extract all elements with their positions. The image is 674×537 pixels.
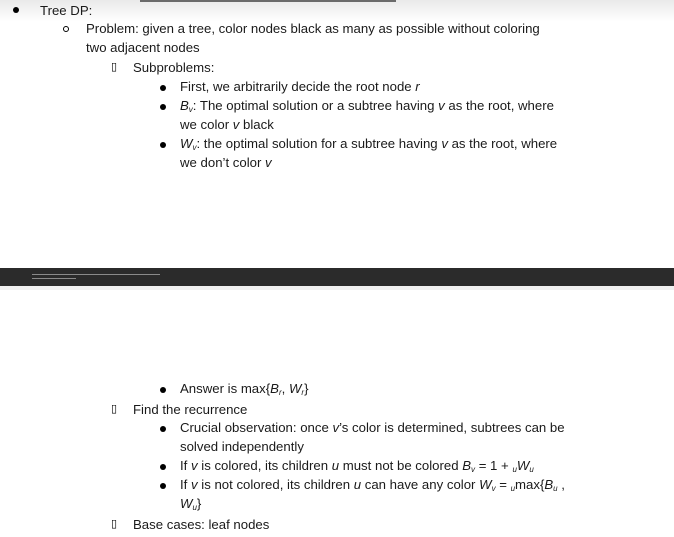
bv-definition-line-2: we color v black [180, 117, 274, 132]
bullet-box-icon: ▯ [111, 517, 118, 530]
wv-definition-line-2: we don’t color v [180, 155, 272, 170]
crucial-observation-line-1: Crucial observation: once v’s color is determined, subtrees can be [180, 420, 565, 435]
bullet-circle-icon [63, 26, 69, 32]
page-break-band [0, 268, 674, 286]
bullet-box-icon: ▯ [111, 60, 118, 73]
base-cases-label: Base cases: leaf nodes [133, 517, 270, 532]
bv-definition-line-1: $B_v$: The optimal solution or a subtree having v as the root, where [180, 98, 554, 114]
not-colored-recurrence-line-1: If v is not colored, its children u can have any color $W_v = _u\max\{B_u$ , [180, 477, 565, 493]
subproblems-label: Subproblems: [133, 60, 215, 75]
bullet-disc-icon [160, 483, 166, 489]
answer-item: Answer is $\max\{B_r$, $W_r$} [180, 381, 309, 397]
bullet-disc-icon [160, 104, 166, 110]
bullet-box-icon: ▯ [111, 402, 118, 415]
band-shadow [0, 286, 674, 290]
colored-recurrence: If v is colored, its children u must not be colored $B_v = 1 + _uW_u$ [180, 458, 534, 474]
first-root-item: First, we arbitrarily decide the root node r [180, 79, 420, 94]
bullet-disc-icon [160, 426, 166, 432]
bullet-disc-icon [160, 85, 166, 91]
bullet-disc-icon [160, 142, 166, 148]
bullet-disc-icon [13, 7, 19, 13]
crucial-observation-line-2: solved independently [180, 439, 304, 454]
top-rule-divider [140, 0, 396, 2]
bullet-disc-icon [160, 464, 166, 470]
band-faint-line [32, 274, 160, 275]
problem-line-1: Problem: given a tree, color nodes black as many as possible without coloring [86, 21, 540, 36]
bullet-disc-icon [160, 387, 166, 393]
problem-line-2: two adjacent nodes [86, 40, 200, 55]
not-colored-recurrence-line-2: $W_u$} [180, 496, 202, 512]
recurrence-label: Find the recurrence [133, 402, 248, 417]
wv-definition-line-1: $W_v$: the optimal solution for a subtree having v as the root, where [180, 136, 558, 152]
tree-dp-title: Tree DP: [40, 3, 93, 18]
band-faint-line [32, 278, 76, 279]
